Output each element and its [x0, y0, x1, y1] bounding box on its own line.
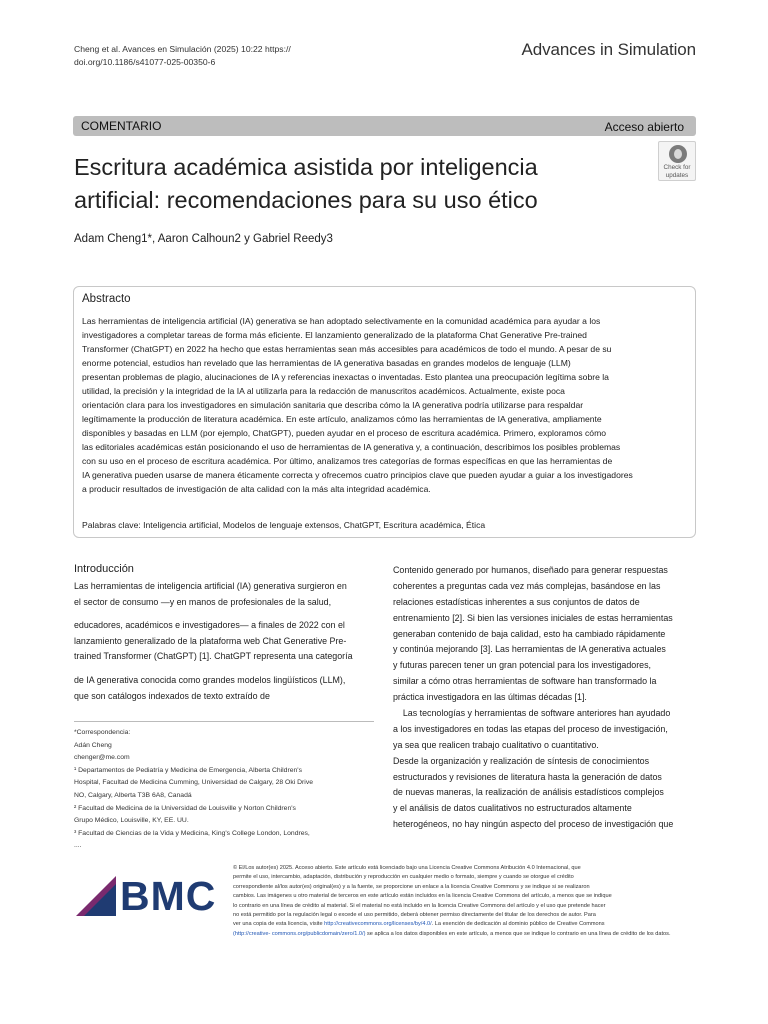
footnote-line: *Correspondencia: — [74, 729, 131, 736]
abstract-line: con su uso en el proceso de escritura académica. Por último, analizamos tres categorías de formas específicas en que las herramientas de — [82, 456, 613, 466]
footnote-line: NO, Calgary, Alberta T3B 6A8, Canadá — [74, 791, 192, 799]
check-for-updates-button[interactable] — [658, 141, 696, 181]
license-line: © El/Los autor(es) 2025. Acceso abierto. Este artículo está licenciado bajo una Licencia Creative Commons Atribución 4.0 Internacional, que — [233, 865, 581, 871]
body-line: el sector de consumo —y en manos de profesionales de la salud, — [74, 596, 332, 607]
citation-line: Cheng et al. Avances en Simulación (2025) 10:22 https:// — [74, 44, 291, 54]
correspondence-footnotes — [74, 721, 374, 853]
body-line: y continúa mejorando [3]. Las herramientas de IA generativa actuales — [393, 644, 666, 655]
abstract-box — [73, 286, 696, 538]
body-line: de IA generativa conocida como grandes modelos lingüísticos (LLM), — [74, 674, 346, 685]
abstract-line: enorme potencial, estudios han revelado que las herramientas de IA generativa basadas en grandes modelos de lenguaje (LLM) — [82, 358, 571, 368]
journal-name: Advances in Simulation — [521, 40, 696, 59]
footnote-line: Adán Cheng — [74, 741, 112, 749]
bmc-logo-icon — [76, 876, 116, 916]
body-line: educadores, académicos e investigadores— a finales de 2022 con el — [74, 620, 345, 631]
body-line: estructurados y revisiones de literatura hasta la generación de datos — [393, 771, 662, 782]
article-title — [74, 151, 644, 217]
article-type-bar — [73, 116, 696, 136]
footnote-line: .... — [74, 842, 82, 850]
body-line: generaban contenido de baja calidad, esto ha cambiado rápidamente — [393, 628, 666, 639]
body-line: de nuevas maneras, la realización de análisis estadísticos complejos — [393, 787, 664, 798]
bmc-logo-text: BMC — [120, 873, 217, 919]
title-line: Escritura académica asistida por inteligencia — [74, 154, 538, 180]
body-line: coherentes a preguntas cada vez más complejas, basándose en las — [393, 580, 661, 591]
body-line: y el análisis de datos cualitativos no estructurados altamente — [393, 803, 632, 814]
abstract-line: Transformer (ChatGPT) en 2022 ha hecho que estas herramientas sean más accesibles para académicos de todo el mundo. A pesar de su — [82, 344, 612, 354]
license-line — [233, 930, 753, 939]
body-line: lanzamiento generalizado de la plataforma web Chat Generative Pre- — [74, 635, 347, 646]
abstract-line: legítimamente la producción de literatura académica. En este artículo, analizamos cómo las herramientas de IA generativa, ampliamente — [82, 414, 602, 424]
body-line: heterogéneos, no hay ningún aspecto del proceso de investigación que — [393, 819, 674, 830]
abstract-line: a producir resultados de investigación de alta calidad con la más alta integridad académica. — [82, 484, 431, 494]
body-line: a los investigadores en todas las etapas del proceso de investigación, — [393, 723, 668, 734]
check-updates-icon — [669, 145, 687, 163]
license-notice — [233, 864, 753, 939]
license-line: no está permitido por la regulación legal o excede el uso permitido, deberá obtener permiso directamente del titular de los derechos de autor. Para — [233, 911, 596, 918]
body-line: trained Transformer (ChatGPT) [1]. ChatGPT representa una categoría — [74, 651, 353, 662]
doi-link[interactable]: doi.org/10.1186/s41077-025-00350-6 — [74, 57, 216, 67]
body-line: que son catálogos indexados de texto extraído de — [74, 690, 270, 701]
footnote-line: Grupo Médico, Louisville, KY, EE. UU. — [74, 817, 189, 825]
citation — [74, 43, 374, 69]
body-line: práctica investigadora en las últimas décadas [1]. — [393, 692, 587, 703]
body-line: y futuras parecen tener un gran potencial para los investigadores, — [393, 660, 652, 671]
body-column-left — [74, 563, 374, 704]
article-type: COMENTARIO — [81, 119, 162, 133]
license-text: se aplica a los datos disponibles en este artículo, a menos que se indique lo contrario en una línea de crédito de los datos. — [365, 930, 671, 937]
abstract-line: IA generativa pueden usarse de manera éticamente correcta y ofrecemos cuatro principios clave que pueden ayudar a guiar a los investigadores — [82, 470, 633, 480]
footnote-line: ³ Facultad de Ciencias de la Vida y Medicina, King's College London, Londres, — [74, 829, 310, 837]
abstract-line: orientación clara para los investigadores en simulación sanitaria que describa cómo la IA generativa podría utilizarse para respaldar — [82, 400, 584, 410]
check-updates-label: updates — [665, 171, 689, 179]
license-text: . La exención de dedicación al dominio público de Creative Commons — [431, 921, 605, 928]
check-updates-label: Check for — [663, 164, 691, 171]
abstract-heading: Abstracto — [82, 293, 131, 305]
license-line: permite el uso, intercambio, adaptación, distribución y reproducción en cualquier medio o formato, siempre y cuando se otorgue el crédito — [233, 874, 574, 881]
abstract-line: presentan problemas de plagio, alucinaciones de IA y referencias inexactas o inventadas. Esto plantea una preocupación legítima sobre la — [82, 372, 609, 382]
abstract-line: Las herramientas de inteligencia artificial (IA) generativa se han adoptado selectivamente en la comunidad académica para ayudar a los — [82, 316, 601, 326]
license-line — [233, 920, 753, 929]
keywords: Palabras clave: Inteligencia artificial, Modelos de lenguaje extensos, ChatGPT, Escritura académica, Ética — [82, 520, 486, 530]
license-line: correspondiente al/los autor(es) original(es) y a la fuente, se proporcione un enlace a la licencia Creative Commons y se indique si se realizaron — [233, 883, 590, 890]
public-domain-link[interactable]: (http://creative- commons.org/publicdomain/zero/1.0/) — [233, 930, 366, 937]
abstract-line: disponibles y basadas en LLM (por ejemplo, ChatGPT), pueden ayudar en el proceso de escritura académica. Primero, exploramos cómo — [82, 428, 607, 438]
body-line: Las tecnologías y herramientas de software anteriores han ayudado — [393, 708, 671, 719]
footnote-line: ² Facultad de Medicina de la Universidad de Louisville y Norton Children's — [74, 804, 296, 812]
body-line: Desde la organización y realización de síntesis de conocimientos — [393, 755, 650, 766]
body-line: Contenido generado por humanos, diseñado para generar respuestas — [393, 565, 668, 575]
abstract-line: investigadores a completar tareas de forma más eficiente. El lanzamiento generalizado de la plataforma Chat Generative Pre-trained — [82, 330, 587, 340]
bmc-logo — [76, 873, 217, 919]
footnote-line: ¹ Departamentos de Pediatría y Medicina de Emergencia, Alberta Children's — [74, 766, 302, 774]
section-heading: Introducción — [74, 563, 134, 575]
license-link[interactable]: http://creativecommons.org/licenses/by/4.0/ — [324, 921, 432, 928]
body-line: Las herramientas de inteligencia artificial (IA) generativa surgieron en — [74, 581, 347, 591]
body-line: ya sea que realicen trabajo cualitativo o cuantitativo. — [393, 739, 599, 750]
license-line: cambios. Las imágenes u otro material de terceros en este artículo están incluidos en la licencia Creative Commons del artículo, a menos que se indique — [233, 893, 612, 900]
body-column-right — [393, 563, 703, 833]
footnote-line: Hospital, Facultad de Medicina Cumming, Universidad de Calgary, 28 Oki Drive — [74, 779, 313, 787]
license-text: ver una copia de esta licencia, visite — [233, 921, 325, 928]
authors: Adam Cheng1*, Aaron Calhoun2 y Gabriel Reedy3 — [74, 233, 333, 245]
body-line: similar a cómo otras herramientas de software han transformado la — [393, 676, 657, 687]
email-link[interactable]: chenger@me.com — [74, 754, 130, 762]
open-access-label: Acceso abierto — [604, 120, 684, 134]
body-line: relaciones estadísticas inherentes a sus conjuntos de datos de — [393, 596, 640, 607]
title-line: artificial: recomendaciones para su uso ético — [74, 187, 538, 213]
license-line: lo contrario en una línea de crédito al material. Si el material no está incluido en la licencia Creative Commons del artículo y el uso que pretende hacer — [233, 902, 606, 909]
abstract-line: las editoriales académicas están posicionando el uso de herramientas de IA generativa y, a continuación, describimos los posibles problemas — [82, 442, 621, 452]
abstract-line: utilidad, la precisión y la integridad de la IA al utilizarla para la redacción de manuscritos académicos. Actualmente, existe poca — [82, 386, 565, 396]
abstract-text — [82, 314, 690, 496]
body-line: entrenamiento [2]. Si bien las versiones iniciales de estas herramientas — [393, 612, 673, 623]
